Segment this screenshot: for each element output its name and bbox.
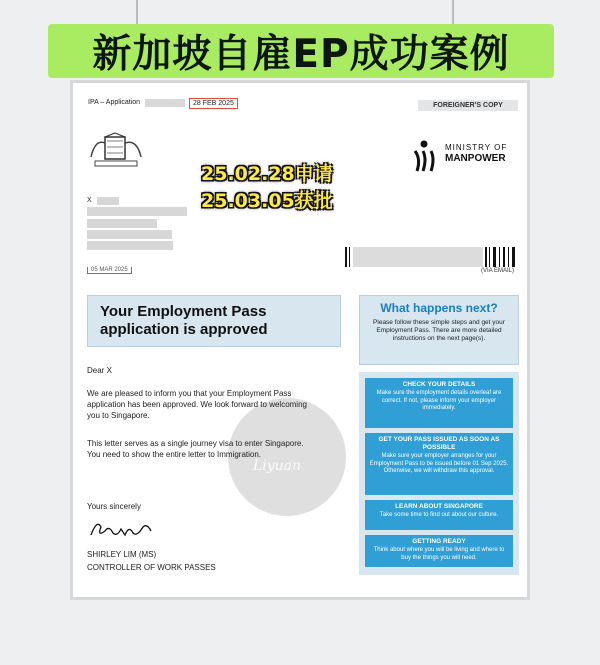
coat-of-arms-icon — [85, 131, 147, 171]
step-title: CHECK YOUR DETAILS — [402, 381, 476, 388]
step-body: Take some time to find out about our culture. — [379, 512, 499, 518]
redacted-address-line — [87, 230, 172, 239]
redacted-address-line — [87, 241, 173, 250]
ministry-name-line1: MINISTRY OF — [445, 143, 508, 152]
next-steps-panel — [359, 372, 519, 575]
signatory-title: CONTROLLER OF WORK PASSES — [87, 563, 216, 572]
signatory-name: SHIRLEY LIM (MS) — [87, 550, 157, 559]
step-title: GETTING READY — [412, 538, 466, 545]
approved-date-overlay: 25.03.05获批 — [201, 190, 333, 212]
delivery-method: (VIA EMAIL) — [481, 268, 515, 274]
step-card — [365, 378, 513, 428]
approval-heading: Your Employment Pass application is approved — [100, 303, 268, 338]
ministry-name-line2: MANPOWER — [445, 153, 506, 164]
step-body: Make sure your employer arranges for your Employment Pass to be issued before 01 Sep 2025. Otherwise, we will withdraw this approval. — [369, 453, 509, 474]
redacted-address-line — [87, 219, 157, 228]
step-card — [365, 433, 513, 495]
barcode — [345, 247, 520, 269]
step-title: LEARN ABOUT SINGAPORE — [395, 503, 483, 510]
applied-date-overlay: 25.02.28申请 — [201, 163, 333, 185]
step-body: Make sure the employment details overleaf are correct. If not, please inform your employer immediately. — [376, 390, 502, 411]
salutation: Dear X — [87, 366, 112, 375]
banner-title: 新加坡自雇EP成功案例 — [92, 32, 510, 77]
redacted-field — [97, 197, 119, 205]
redacted-address-line — [87, 207, 187, 216]
letter-date: 05 MAR 2025 — [87, 267, 132, 274]
signature-icon — [87, 517, 155, 541]
redacted-field — [145, 99, 185, 107]
next-steps-title: What happens next? — [380, 301, 498, 315]
watermark-text: Liyuan — [253, 458, 302, 474]
application-date: 28 FEB 2025 — [189, 98, 238, 109]
next-steps-header — [359, 295, 519, 365]
copy-label: FOREIGNER'S COPY — [418, 100, 518, 111]
addressee: X — [87, 197, 92, 204]
closing: Yours sincerely — [87, 502, 141, 511]
next-steps-intro: Please follow these simple steps and get your Employment Pass. There are more detailed instructions on the next page(s). — [373, 319, 505, 342]
step-card — [365, 535, 513, 567]
paragraph-visa: This letter serves as a single journey visa to enter Singapore. You need to show the entire letter to Immigration. — [87, 439, 304, 459]
step-body: Think about where you will be living and where to buy the things you will need. — [373, 547, 505, 561]
approval-letter — [70, 80, 530, 600]
title-banner — [48, 24, 554, 78]
mom-logo-icon — [411, 139, 437, 173]
ipa-label: IPA – Application — [88, 99, 141, 106]
step-title: GET YOUR PASS ISSUED AS SOON AS POSSIBLE — [378, 436, 500, 451]
approval-heading-box — [87, 295, 341, 347]
step-card — [365, 500, 513, 530]
paragraph-approval: We are pleased to inform you that your Employment Pass application has been approved. We look forward to welcoming you to Singapore. — [87, 389, 307, 420]
